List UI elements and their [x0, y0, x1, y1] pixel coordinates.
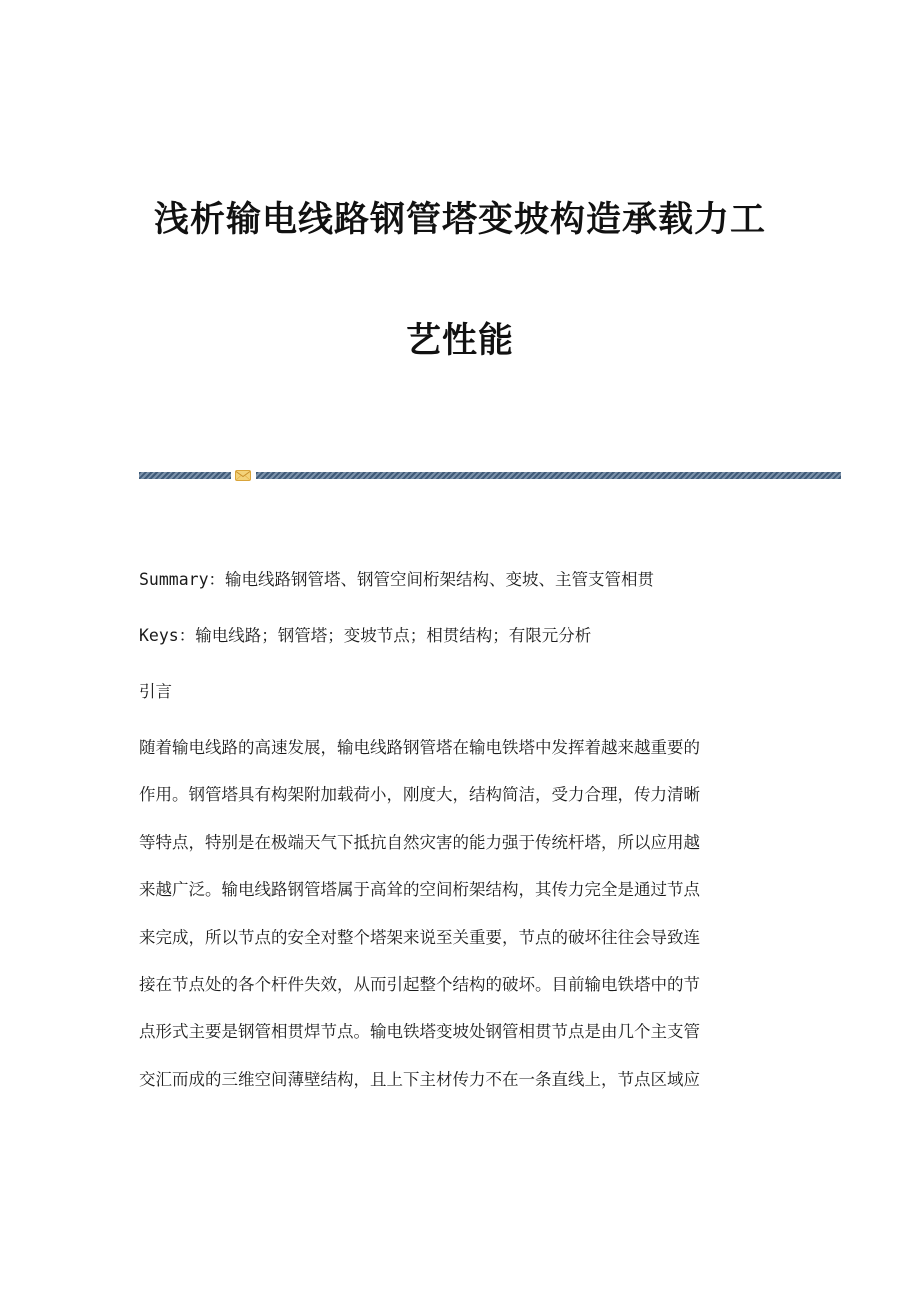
keys-text: 输电线路；钢管塔；变坡节点；相贯结构；有限元分析	[195, 626, 592, 645]
body-paragraph-line: 接在节点处的各个杆件失效，从而引起整个结构的破坏。目前输电铁塔中的节	[139, 975, 700, 994]
envelope-ornament-icon	[235, 470, 251, 481]
body-paragraph-line: 作用。钢管塔具有构架附加载荷小，刚度大，结构简洁，受力合理，传力清晰	[139, 785, 700, 804]
body-paragraph-line: 来完成，所以节点的安全对整个塔架来说至关重要，节点的破坏往往会导致连	[139, 928, 700, 947]
body-paragraph-line: 等特点，特别是在极端天气下抵抗自然灾害的能力强于传统杆塔，所以应用越	[139, 833, 700, 852]
body-paragraph-line: 来越广泛。输电线路钢管塔属于高耸的空间桁架结构，其传力完全是通过节点	[139, 880, 700, 899]
body-paragraph-line: 交汇而成的三维空间薄壁结构，且上下主材传力不在一条直线上，节点区域应	[139, 1070, 700, 1089]
document-title-line-2: 艺性能	[405, 321, 514, 361]
section-heading-introduction: 引言	[139, 682, 172, 701]
divider-bar-left	[139, 472, 231, 479]
title-divider	[139, 471, 841, 480]
keys-line	[139, 626, 591, 646]
body-paragraph-line: 点形式主要是钢管相贯焊节点。输电铁塔变坡处钢管相贯节点是由几个主支管	[139, 1022, 700, 1041]
summary-text: 输电线路钢管塔、钢管空间桁架结构、变坡、主管支管相贯	[225, 570, 655, 589]
summary-line	[139, 570, 654, 590]
keys-label: Keys：	[139, 626, 196, 645]
body-paragraph-line: 随着输电线路的高速发展，输电线路钢管塔在输电铁塔中发挥着越来越重要的	[139, 738, 700, 757]
document-title-line-1: 浅析输电线路钢管塔变坡构造承载力工	[153, 200, 766, 240]
summary-label: Summary：	[139, 570, 226, 589]
divider-bar-right	[256, 472, 841, 479]
